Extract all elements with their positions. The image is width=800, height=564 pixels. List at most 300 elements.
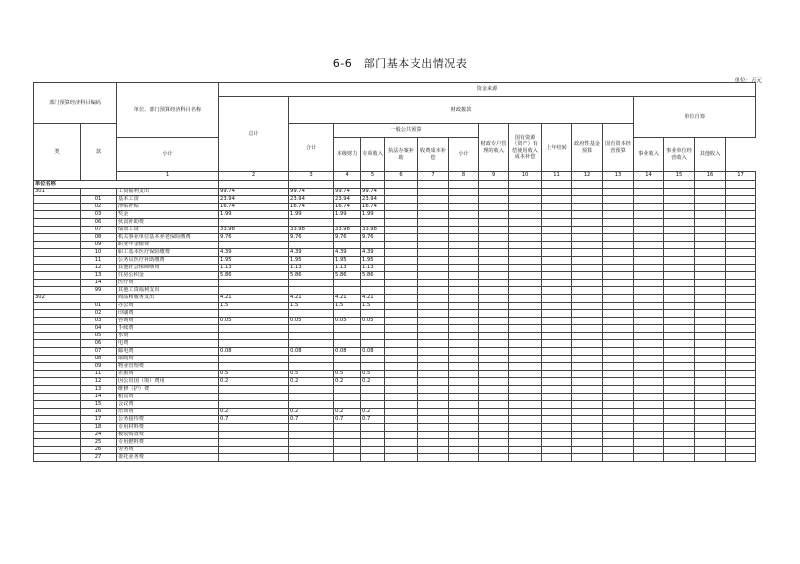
empty-cell [479, 348, 509, 356]
empty-cell [509, 393, 542, 401]
empty-cell [385, 386, 418, 394]
row-same-level: 0.2 [361, 378, 385, 386]
empty-cell [572, 363, 603, 371]
empty-cell [726, 446, 756, 454]
column-number: 15 [664, 172, 695, 181]
table-row [34, 249, 756, 257]
row-item-code: 10 [81, 249, 117, 257]
header-general-budget: 一般公共预算 [334, 124, 479, 138]
empty-cell [572, 218, 603, 226]
empty-cell [449, 218, 479, 226]
empty-cell [634, 454, 664, 462]
column-number: 4 [334, 172, 361, 181]
empty-cell [449, 249, 479, 257]
row-fiscal-total: 0.05 [289, 317, 334, 325]
row-item-name: 机关事业单位基本养老保险缴费 [117, 234, 219, 242]
row-item-code: 09 [81, 363, 117, 371]
column-number: 17 [726, 172, 756, 181]
header-state-capital: 国有资本经营预算 [603, 124, 634, 172]
row-item-name: 被装购置费 [117, 431, 219, 439]
empty-cell [603, 226, 634, 234]
row-item-code: 11 [81, 256, 117, 264]
row-item-name: 职业年金缴费 [117, 241, 219, 249]
empty-cell [418, 363, 449, 371]
header-name: 单位、部门预算经济科目名称 [117, 83, 219, 138]
row-general-subtotal [334, 287, 361, 295]
empty-cell [449, 348, 479, 356]
header-code: 部门预算经济科目编码 [34, 83, 117, 124]
empty-cell [695, 454, 726, 462]
empty-cell [509, 188, 542, 196]
empty-cell [385, 424, 418, 432]
empty-cell [509, 203, 542, 211]
row-item-name: 奖金 [117, 211, 219, 219]
empty-cell [572, 446, 603, 454]
empty-cell [479, 454, 509, 462]
empty-cell [695, 325, 726, 333]
table-row [34, 424, 756, 432]
empty-cell [572, 310, 603, 318]
empty-cell [542, 370, 572, 378]
row-category-code [34, 249, 81, 257]
empty-cell [695, 386, 726, 394]
row-fiscal-total: 1.95 [289, 256, 334, 264]
empty-cell [664, 332, 695, 340]
row-total: 1.95 [219, 256, 289, 264]
row-category-code [34, 196, 81, 204]
empty-cell [634, 249, 664, 257]
empty-cell [542, 340, 572, 348]
row-category-code [34, 218, 81, 226]
empty-cell [634, 446, 664, 454]
row-fiscal-total [289, 454, 334, 462]
empty-cell [664, 287, 695, 295]
empty-cell [664, 234, 695, 242]
empty-cell [726, 378, 756, 386]
empty-cell [509, 355, 542, 363]
empty-cell [542, 408, 572, 416]
empty-cell [572, 272, 603, 280]
row-total: 9.76 [219, 234, 289, 242]
row-fiscal-total: 0.2 [289, 408, 334, 416]
row-general-subtotal [334, 401, 361, 409]
empty-cell [695, 196, 726, 204]
empty-cell [385, 408, 418, 416]
row-general-subtotal: 99.74 [334, 188, 361, 196]
empty-cell [726, 454, 756, 462]
row-same-level: 1.99 [361, 211, 385, 219]
row-item-name: 专用燃料费 [117, 439, 219, 447]
empty-cell [664, 446, 695, 454]
empty-cell [695, 234, 726, 242]
empty-cell [726, 226, 756, 234]
row-item-code: 06 [81, 340, 117, 348]
empty-cell [634, 431, 664, 439]
empty-cell [634, 378, 664, 386]
column-number: 9 [479, 172, 509, 181]
empty-cell [603, 249, 634, 257]
row-general-subtotal [334, 218, 361, 226]
empty-cell [479, 234, 509, 242]
row-category-code [34, 234, 81, 242]
empty-cell [664, 256, 695, 264]
row-total: 33.98 [219, 226, 289, 234]
empty-cell [695, 279, 726, 287]
empty-cell [542, 424, 572, 432]
empty-cell [695, 272, 726, 280]
table-row [34, 370, 756, 378]
empty-cell [542, 378, 572, 386]
empty-cell [385, 279, 418, 287]
row-item-name: 其他工资福利支出 [117, 287, 219, 295]
row-same-level: 1.95 [361, 256, 385, 264]
row-category-code [34, 241, 81, 249]
row-fiscal-total [289, 218, 334, 226]
empty-cell [385, 256, 418, 264]
empty-cell [664, 310, 695, 318]
column-number: 14 [634, 172, 664, 181]
empty-cell [418, 188, 449, 196]
empty-cell [479, 378, 509, 386]
empty-cell [726, 340, 756, 348]
empty-cell [449, 325, 479, 333]
empty-cell [385, 355, 418, 363]
row-total [219, 424, 289, 432]
row-category-code [34, 256, 81, 264]
row-category-code [34, 439, 81, 447]
header-fiscal-special: 财政专户管理的收入 [479, 124, 509, 172]
header-fee-income: 收费成本补偿 [418, 137, 449, 171]
empty-cell [509, 348, 542, 356]
empty-cell [509, 264, 542, 272]
row-item-code: 08 [81, 234, 117, 242]
table-row [34, 454, 756, 462]
empty-cell [695, 348, 726, 356]
empty-cell [542, 431, 572, 439]
row-total: 99.74 [219, 188, 289, 196]
row-total: 5.86 [219, 272, 289, 280]
empty-cell [449, 294, 479, 302]
row-category-code [34, 310, 81, 318]
row-fiscal-total: 0.2 [289, 378, 334, 386]
row-category-code [34, 348, 81, 356]
row-general-subtotal: 4.21 [334, 294, 361, 302]
row-item-code [81, 294, 117, 302]
row-general-subtotal: 1.95 [334, 256, 361, 264]
empty-cell [479, 272, 509, 280]
row-item-name: 公务员医疗补助缴费 [117, 256, 219, 264]
unit-name-row [34, 181, 756, 189]
row-total [219, 287, 289, 295]
empty-cell [479, 196, 509, 204]
empty-cell [479, 226, 509, 234]
row-same-level: 23.94 [361, 196, 385, 204]
row-fiscal-total: 5.86 [289, 272, 334, 280]
table-row [34, 439, 756, 447]
row-category-code [34, 378, 81, 386]
empty-cell [542, 439, 572, 447]
row-fiscal-total [289, 439, 334, 447]
row-same-level [361, 401, 385, 409]
row-total [219, 279, 289, 287]
empty-cell [634, 211, 664, 219]
empty-cell [603, 310, 634, 318]
row-general-subtotal: 9.76 [334, 234, 361, 242]
row-fiscal-total: 4.39 [289, 249, 334, 257]
empty-cell [634, 401, 664, 409]
empty-cell [418, 378, 449, 386]
empty-cell [634, 363, 664, 371]
empty-cell [385, 188, 418, 196]
row-same-level [361, 454, 385, 462]
empty-cell [542, 302, 572, 310]
table-row [34, 226, 756, 234]
row-category-code [34, 287, 81, 295]
empty-cell [542, 287, 572, 295]
row-same-level [361, 218, 385, 226]
empty-cell [603, 363, 634, 371]
row-total: 1.99 [219, 211, 289, 219]
empty-cell [695, 302, 726, 310]
empty-cell [695, 249, 726, 257]
empty-cell [664, 416, 695, 424]
row-category-code [34, 386, 81, 394]
column-number: 13 [603, 172, 634, 181]
empty-cell [634, 256, 664, 264]
row-general-subtotal: 0.2 [334, 378, 361, 386]
row-item-code: 04 [81, 325, 117, 333]
row-general-subtotal [334, 340, 361, 348]
empty-cell [509, 302, 542, 310]
empty-cell [695, 363, 726, 371]
row-fiscal-total [289, 279, 334, 287]
empty-cell [664, 211, 695, 219]
empty-cell [509, 256, 542, 264]
row-fiscal-total [289, 355, 334, 363]
empty-cell [385, 272, 418, 280]
empty-cell [479, 401, 509, 409]
table-row [34, 332, 756, 340]
row-fiscal-total [289, 393, 334, 401]
header-subtotal: 小计 [117, 137, 219, 171]
empty-cell [479, 408, 509, 416]
row-same-level [361, 325, 385, 333]
empty-cell [726, 332, 756, 340]
empty-cell [418, 332, 449, 340]
row-category-code [34, 431, 81, 439]
empty-cell [726, 416, 756, 424]
empty-cell [634, 203, 664, 211]
empty-cell [634, 317, 664, 325]
empty-cell [542, 416, 572, 424]
row-category-code [34, 272, 81, 280]
empty-cell [449, 226, 479, 234]
row-same-level [361, 431, 385, 439]
row-general-subtotal [334, 446, 361, 454]
table-row [34, 363, 756, 371]
empty-cell [479, 203, 509, 211]
empty-cell [695, 211, 726, 219]
empty-cell [385, 226, 418, 234]
empty-cell [385, 287, 418, 295]
empty-cell [726, 234, 756, 242]
empty-cell [695, 256, 726, 264]
empty-cell [572, 325, 603, 333]
row-total: 1.13 [219, 264, 289, 272]
empty-cell [449, 370, 479, 378]
row-general-subtotal [334, 325, 361, 333]
row-same-level [361, 340, 385, 348]
row-fiscal-total [289, 310, 334, 318]
empty-cell [542, 355, 572, 363]
empty-cell [385, 325, 418, 333]
table-row [34, 408, 756, 416]
row-general-subtotal: 0.5 [334, 370, 361, 378]
empty-cell [726, 355, 756, 363]
empty-cell [542, 401, 572, 409]
empty-cell [572, 348, 603, 356]
empty-cell [542, 264, 572, 272]
empty-cell [726, 439, 756, 447]
table-row [34, 431, 756, 439]
row-general-subtotal: 23.94 [334, 196, 361, 204]
empty-cell [726, 348, 756, 356]
row-item-code: 27 [81, 454, 117, 462]
empty-cell [634, 325, 664, 333]
row-category-code [34, 332, 81, 340]
empty-cell [664, 218, 695, 226]
empty-cell [572, 355, 603, 363]
empty-cell [664, 355, 695, 363]
empty-cell [603, 188, 634, 196]
empty-cell [726, 401, 756, 409]
empty-cell [603, 393, 634, 401]
row-same-level [361, 439, 385, 447]
empty-cell [509, 294, 542, 302]
empty-cell [479, 264, 509, 272]
row-fiscal-total: 9.76 [289, 234, 334, 242]
row-fiscal-total [289, 401, 334, 409]
empty-cell [542, 279, 572, 287]
row-item-name: 伙食补助费 [117, 218, 219, 226]
empty-cell [726, 249, 756, 257]
empty-cell [634, 226, 664, 234]
column-number: 10 [509, 172, 542, 181]
empty-cell [572, 332, 603, 340]
empty-cell [572, 454, 603, 462]
row-item-code: 14 [81, 393, 117, 401]
empty-cell [726, 370, 756, 378]
empty-cell [603, 355, 634, 363]
empty-cell [572, 378, 603, 386]
empty-cell [509, 234, 542, 242]
empty-cell [542, 363, 572, 371]
row-same-level: 0.5 [361, 370, 385, 378]
empty-cell [542, 234, 572, 242]
empty-cell [542, 203, 572, 211]
empty-cell [418, 211, 449, 219]
empty-cell [418, 196, 449, 204]
row-same-level [361, 310, 385, 318]
empty-cell [509, 416, 542, 424]
row-general-subtotal: 0.08 [334, 348, 361, 356]
empty-cell [418, 272, 449, 280]
empty-cell [572, 226, 603, 234]
empty-cell [509, 272, 542, 280]
empty-cell [664, 454, 695, 462]
row-fiscal-total [289, 340, 334, 348]
empty-cell [509, 454, 542, 462]
empty-cell [449, 454, 479, 462]
empty-cell [542, 272, 572, 280]
empty-cell [603, 332, 634, 340]
row-item-name: 住房公积金 [117, 272, 219, 280]
empty-cell [603, 294, 634, 302]
empty-cell [695, 355, 726, 363]
empty-cell [695, 424, 726, 432]
table-row [34, 378, 756, 386]
empty-cell [726, 256, 756, 264]
row-item-name: 取暖费 [117, 355, 219, 363]
table-row [34, 348, 756, 356]
empty-cell [479, 218, 509, 226]
row-general-subtotal: 0.05 [334, 317, 361, 325]
empty-cell [695, 332, 726, 340]
empty-cell [572, 264, 603, 272]
empty-cell [542, 294, 572, 302]
empty-cell [418, 218, 449, 226]
empty-cell [542, 226, 572, 234]
row-general-subtotal [334, 454, 361, 462]
empty-cell [726, 264, 756, 272]
row-total [219, 386, 289, 394]
empty-cell [509, 310, 542, 318]
row-category-code [34, 211, 81, 219]
empty-cell [634, 196, 664, 204]
empty-cell [449, 234, 479, 242]
empty-cell [418, 446, 449, 454]
row-item-name: 因公出国（境）费用 [117, 378, 219, 386]
empty-cell [695, 408, 726, 416]
empty-cell [479, 279, 509, 287]
row-general-subtotal [334, 363, 361, 371]
row-category-code [34, 401, 81, 409]
empty-cell [479, 241, 509, 249]
empty-cell [726, 424, 756, 432]
empty-cell [664, 408, 695, 416]
empty-cell [695, 226, 726, 234]
empty-cell [418, 401, 449, 409]
empty-cell [449, 310, 479, 318]
empty-cell [385, 302, 418, 310]
empty-cell [449, 256, 479, 264]
row-general-subtotal [334, 431, 361, 439]
column-number: 12 [572, 172, 603, 181]
empty-cell [385, 348, 418, 356]
empty-cell [664, 325, 695, 333]
empty-cell [509, 378, 542, 386]
empty-cell [449, 424, 479, 432]
empty-cell [726, 325, 756, 333]
empty-cell [726, 196, 756, 204]
empty-cell [385, 431, 418, 439]
empty-cell [418, 408, 449, 416]
empty-cell [385, 203, 418, 211]
empty-cell [385, 439, 418, 447]
empty-cell [418, 355, 449, 363]
row-general-subtotal [334, 355, 361, 363]
row-fiscal-total: 1.5 [289, 302, 334, 310]
